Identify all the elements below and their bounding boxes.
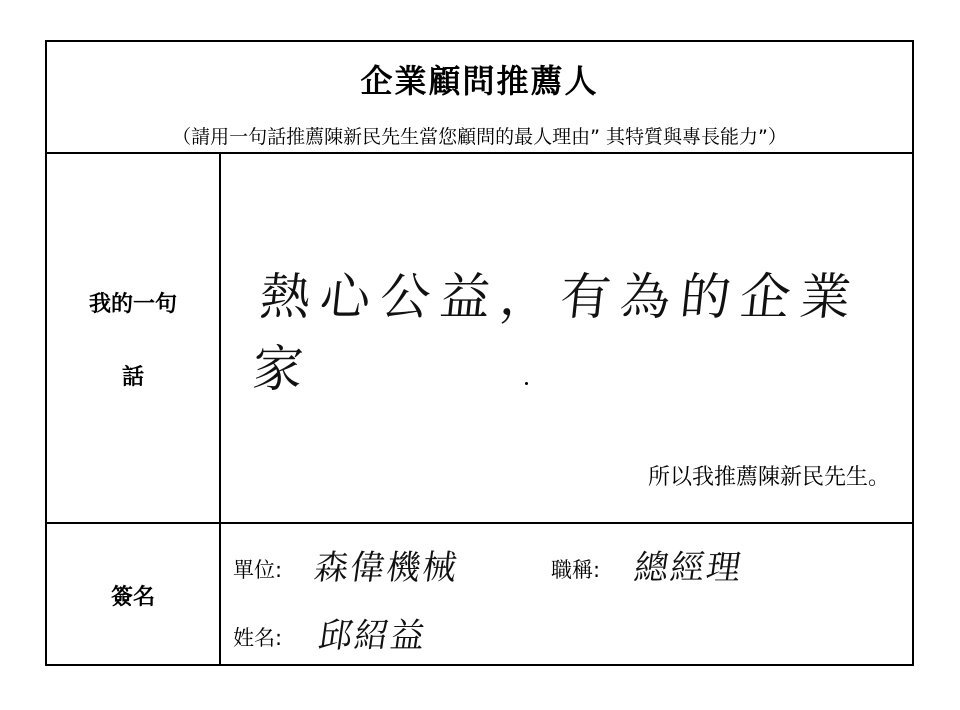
sentence-label-line1: 我的一句 bbox=[88, 292, 177, 317]
column-divider bbox=[219, 152, 221, 666]
divider-above-signature bbox=[47, 522, 912, 524]
stray-dot bbox=[525, 382, 528, 385]
form-title: 企業顧問推薦人 bbox=[360, 62, 599, 100]
name-value: 邱紹益 bbox=[315, 616, 430, 656]
job-title-value: 總經理 bbox=[631, 548, 746, 588]
recommend-statement: 所以我推薦陳新民先生。 bbox=[647, 465, 890, 490]
job-title-label: 職稱: bbox=[551, 558, 601, 582]
name-label: 姓名: bbox=[233, 626, 283, 650]
sentence-label-line2: 話 bbox=[121, 365, 144, 390]
sentence-label bbox=[47, 287, 219, 391]
unit-value: 森偉機械 bbox=[311, 548, 462, 588]
recommendation-form bbox=[45, 40, 914, 666]
unit-label: 單位: bbox=[233, 558, 283, 582]
form-subtitle: （請用一句話推薦陳新民先生當您顧問的最人理由” 其特質與專長能力”） bbox=[172, 126, 787, 148]
signature-label: 簽名 bbox=[110, 585, 155, 610]
divider-under-header bbox=[47, 152, 912, 154]
handwritten-sentence: 熱心公益，有為的企業家 bbox=[249, 268, 864, 398]
